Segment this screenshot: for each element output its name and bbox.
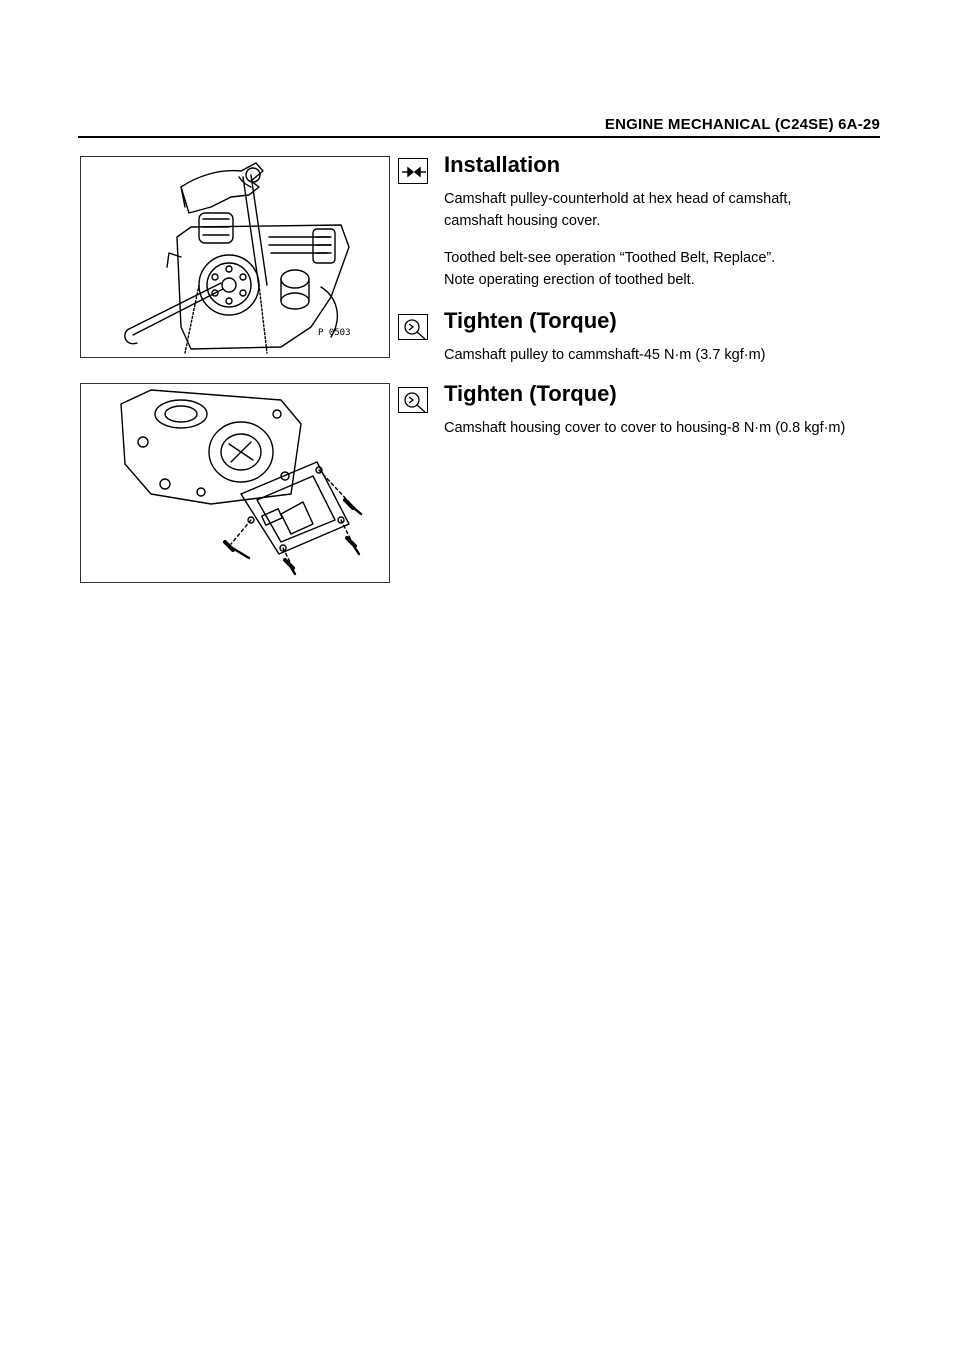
installation-arrows-icon <box>398 158 428 184</box>
installation-line: Toothed belt-see operation “Toothed Belt, Replace”. <box>444 250 776 266</box>
camshaft-housing-cover-drawing <box>81 384 391 584</box>
torque-text-1 <box>444 344 766 366</box>
installation-line: Note operating erection of toothed belt. <box>444 272 695 288</box>
camshaft-pulley-figure <box>80 156 390 358</box>
installation-text <box>444 188 791 291</box>
torque-title-2: Tighten (Torque) <box>444 381 617 406</box>
page-header <box>78 114 880 138</box>
torque-text-2 <box>444 417 845 439</box>
torque-line: Camshaft housing cover to cover to housing-8 N·m (0.8 kgf·m) <box>444 420 846 436</box>
torque-line: Camshaft pulley to cammshaft-45 N·m (3.7 kgf·m) <box>444 347 766 363</box>
installation-title: Installation <box>444 152 561 177</box>
torque-inspect-icon <box>398 314 428 340</box>
installation-line: camshaft housing cover. <box>444 213 601 229</box>
torque-inspect-icon <box>398 387 428 413</box>
page-title: ENGINE MECHANICAL (C24SE) 6A-29 <box>604 116 880 133</box>
camshaft-housing-cover-figure <box>80 383 390 583</box>
figure-code: P 0503 <box>318 328 351 338</box>
torque-title-1: Tighten (Torque) <box>444 308 617 333</box>
installation-line: Camshaft pulley-counterhold at hex head of camshaft, <box>444 191 792 207</box>
